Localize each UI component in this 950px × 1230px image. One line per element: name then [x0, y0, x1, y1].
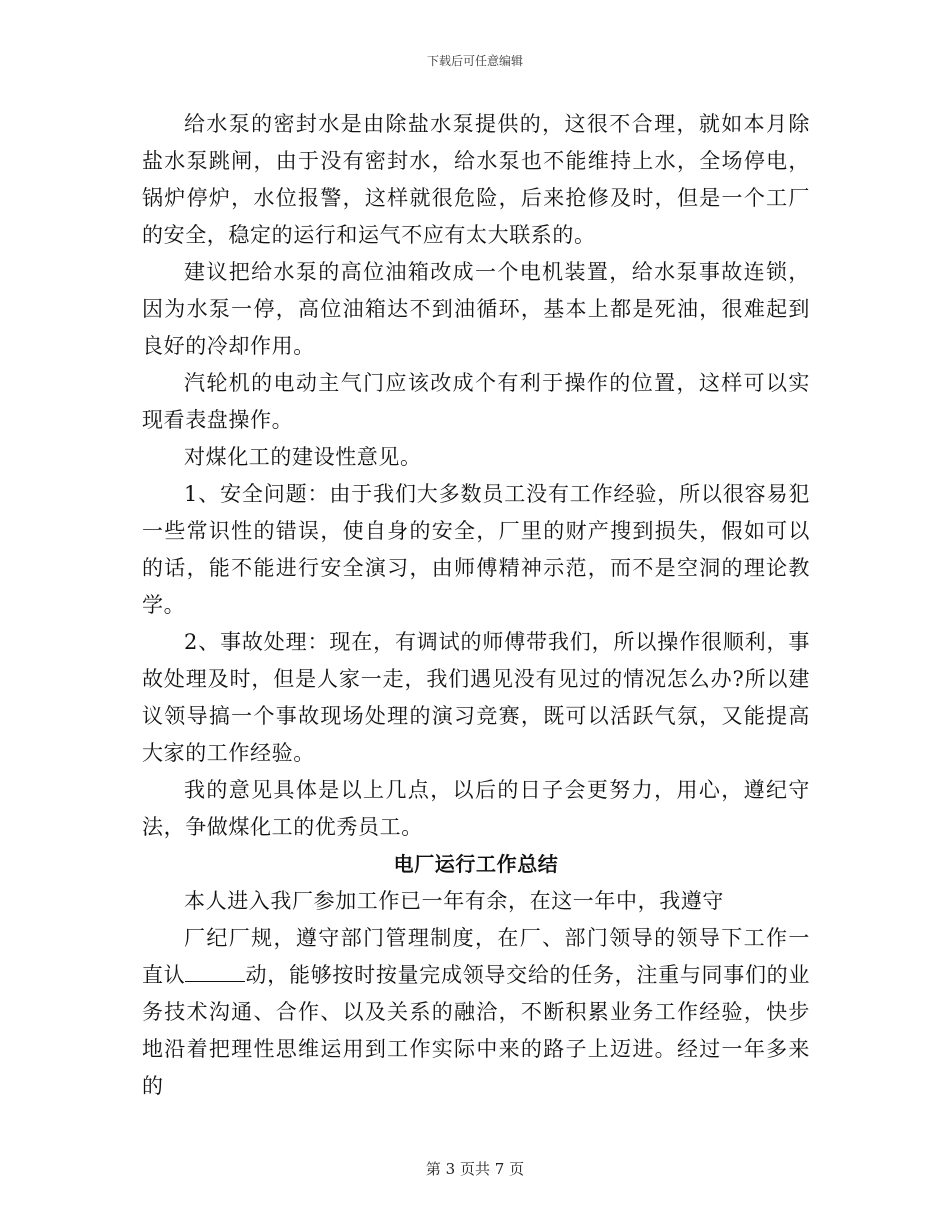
- section-title: 电厂运行工作总结: [393, 852, 559, 876]
- document-body: [142, 106, 810, 1105]
- section-body: [142, 920, 810, 1105]
- paragraph-oil-tank: 建议把给水泵的高位油箱改成一个电机装置，给水泵事故连锁，因为水泵一停，高位油箱达不到油循环，基本上都是死油，很难起到良好的冷却作用。: [142, 260, 810, 358]
- page-footer: 第 3 页共 7 页: [425, 1160, 525, 1178]
- paragraph-suggestions-heading: 对煤化工的建设性意见。: [184, 445, 422, 469]
- page-header: 下载后可任意编辑: [426, 54, 523, 68]
- paragraph-main-valve: 汽轮机的电动主气门应该改成个有利于操作的位置，这样可以实现看表盘操作。: [142, 371, 810, 432]
- paragraph-conclusion: 我的意见具体是以上几点，以后的日子会更努力，用心，遵纪守法，争做煤化工的优秀员工。: [142, 778, 810, 839]
- paragraph-feedwater-seal: 给水泵的密封水是由除盐水泵提供的，这很不合理，就如本月除盐水泵跳闸，由于没有密封水，给水泵也不能维持上水，全场停电，锅炉停炉，水位报警，这样就很危险，后来抢修及时，但是一个工厂的安全，稳定的运行和运气不应有太大联系的。: [142, 112, 810, 247]
- fill-in-blank: [185, 963, 245, 982]
- section-body-part-2: 动，能够按时按量完成领导交给的任务，注重与同事们的业务技术沟通、合作、以及关系的融洽，不断积累业务工作经验，快步地沿着把理性思维运用到工作实际中来的路子上迈进。经过一年多来的: [142, 963, 810, 1098]
- section-intro: 本人进入我厂参加工作已一年有余，在这一年中，我遵守: [184, 889, 724, 913]
- paragraph-accident-handling: 2、事故处理：现在，有调试的师傅带我们，所以操作很顺利，事故处理及时，但是人家一走，我们遇见没有见过的情况怎么办?所以建议领导搞一个事故现场处理的演习竞赛，既可以活跃气氛，又能提高大家的工作经验。: [142, 630, 810, 765]
- paragraph-safety-issue: 1、安全问题：由于我们大多数员工没有工作经验，所以很容易犯一些常识性的错误，使自身的安全，厂里的财产搜到损失，假如可以的话，能不能进行安全演习，由师傅精神示范，而不是空洞的理论教学。: [142, 482, 810, 617]
- section-body-part-1: 厂纪厂规，遵守部门管理制度，在厂、部门领导的领导下工作一直认: [142, 926, 810, 987]
